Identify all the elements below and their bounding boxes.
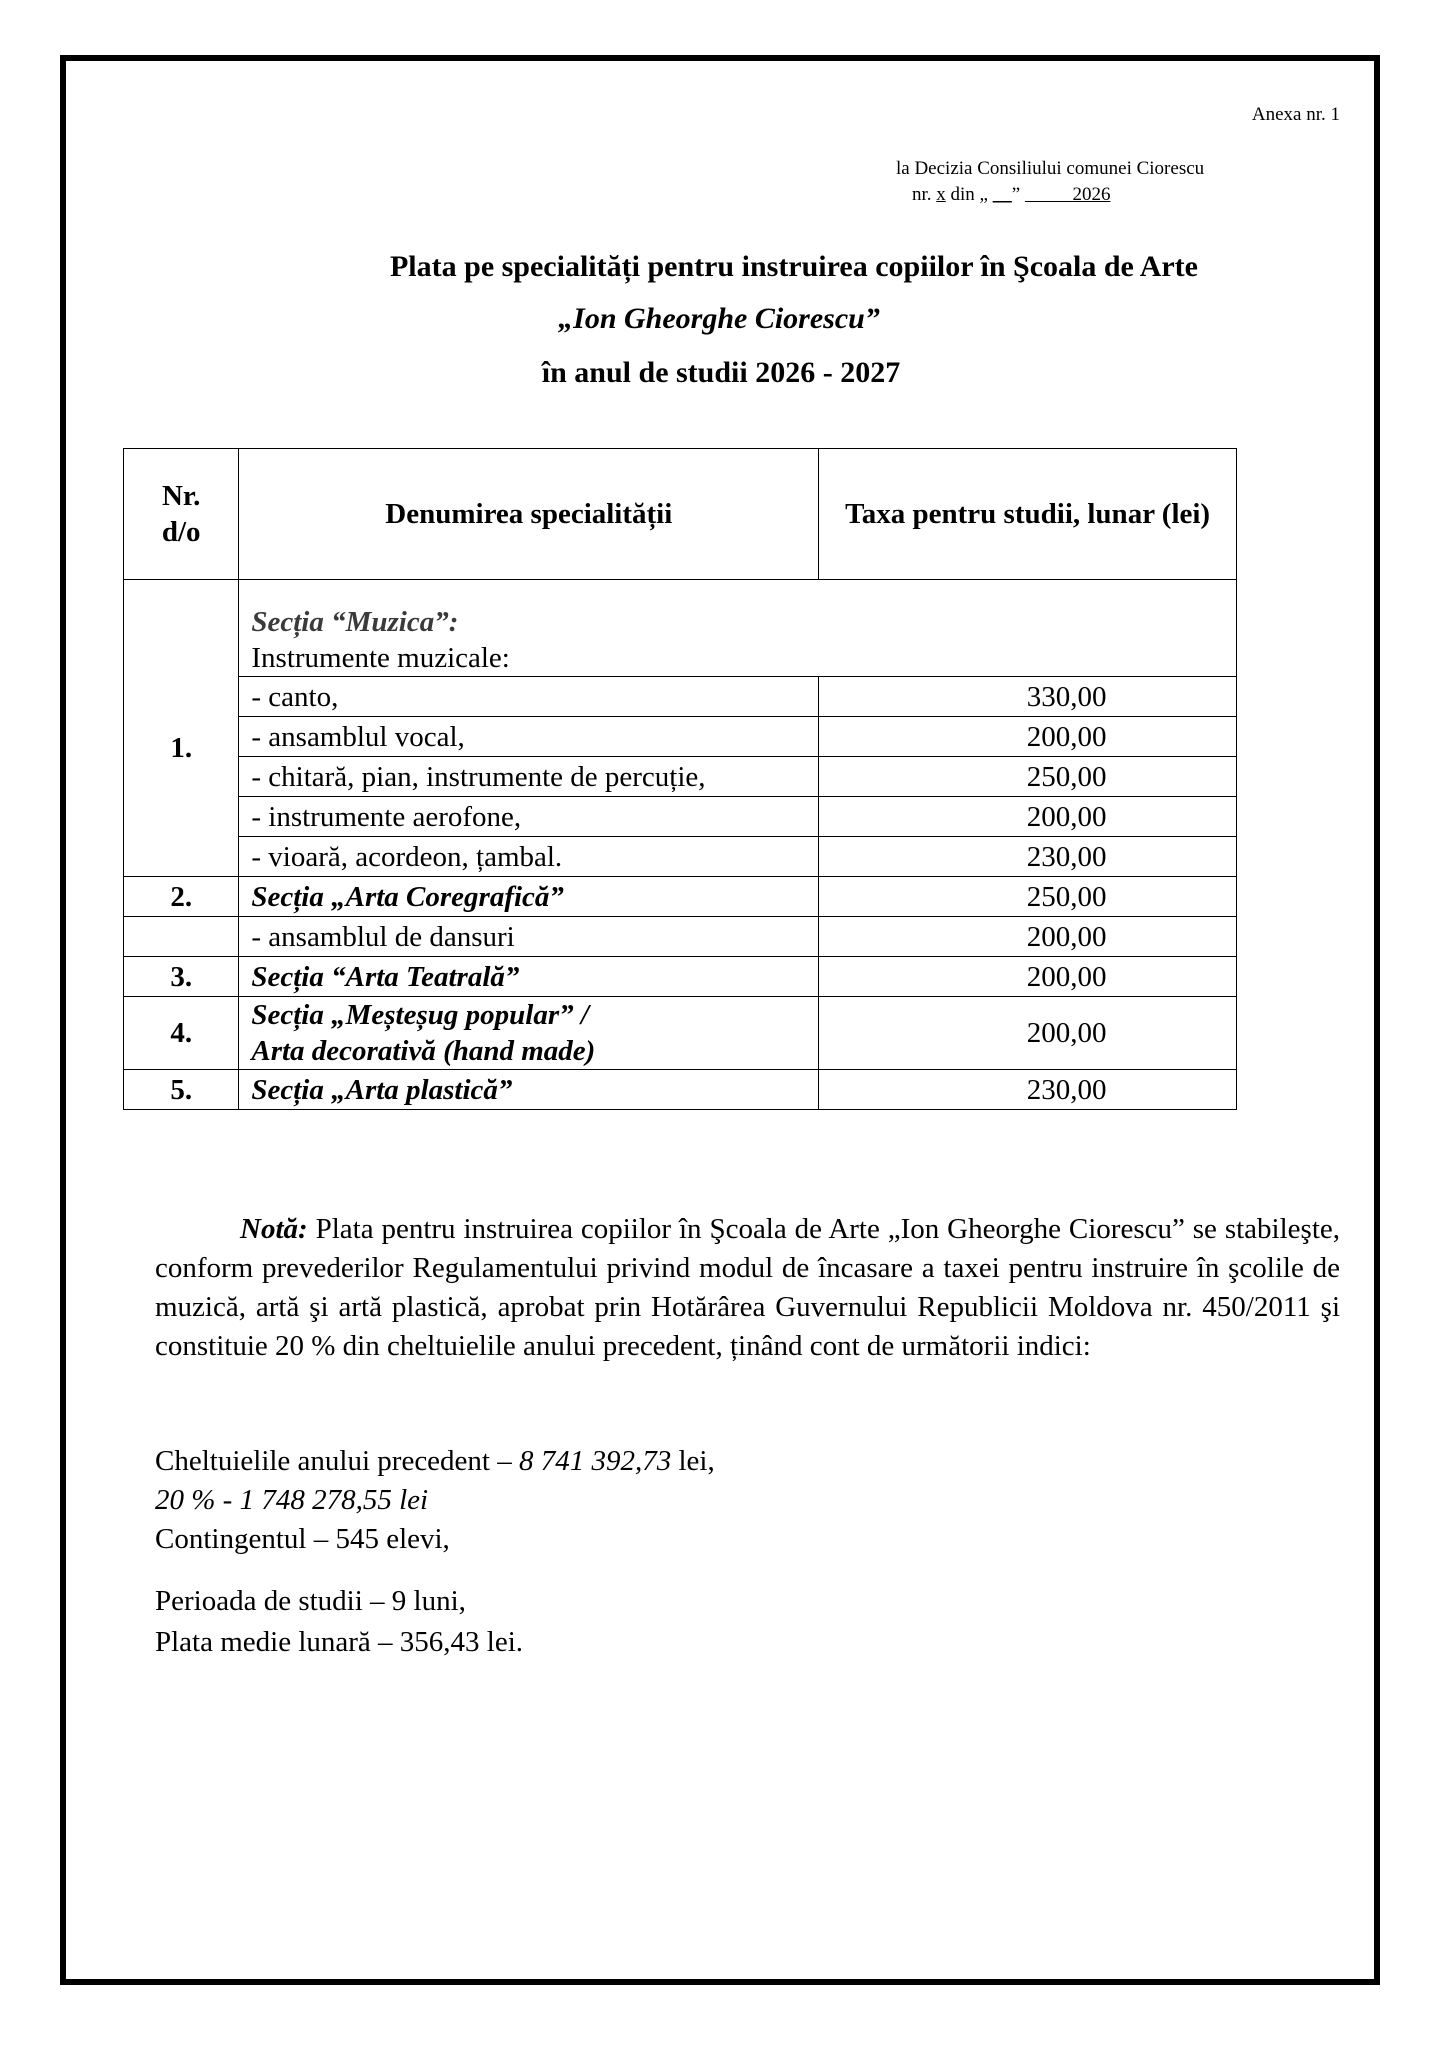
section-title-line2: Arta decorativă (hand made) [251, 1035, 596, 1067]
table-row [124, 917, 1237, 957]
specialty-fee: 250,00 [819, 757, 1237, 797]
specialty-fee: 330,00 [819, 677, 1237, 717]
note-paragraph [155, 1210, 1340, 1366]
section-number: 5. [124, 1070, 239, 1110]
section-number: 3. [124, 957, 239, 997]
decision-number-line [912, 184, 1110, 206]
table-row [124, 1070, 1237, 1110]
section-number-empty [124, 917, 239, 957]
section-title-cell [239, 580, 1237, 677]
note-text: Plata pentru instruirea copiilor în Şcoala de Arte „Ion Gheorghe Ciorescu” se stabileşte, conform prevederilor Regulamentului privind modul de încasare a taxei pentru instruire în şcolile de muzică, artă şi artă plastică, aprobat prin Hotărârea Guvernului Republicii Moldova nr. 450/2011 şi constituie 20 % din cheltuielile anului precedent, ținând cont de următorii indici: [155, 1213, 1340, 1362]
contingent-line: Contingentul – 545 elevi, [155, 1523, 450, 1555]
table-row [124, 837, 1237, 877]
specialty-name: - canto, [239, 677, 819, 717]
decision-quote: ” [1011, 184, 1021, 205]
section-fee: 230,00 [819, 1070, 1237, 1110]
specialty-name: - instrumente aerofone, [239, 797, 819, 837]
table-row [124, 797, 1237, 837]
table-header-row [124, 449, 1237, 580]
decision-nr: x [936, 184, 946, 205]
table-row [124, 757, 1237, 797]
expenses-unit: lei, [671, 1445, 715, 1477]
specialty-fee: 230,00 [819, 837, 1237, 877]
section-number: 2. [124, 877, 239, 917]
specialty-fee: 200,00 [819, 797, 1237, 837]
section-title: Secția „Arta Coregrafică” [239, 877, 819, 917]
period-line: Perioada de studii – 9 luni, [155, 1585, 466, 1617]
decision-day: __ [992, 184, 1012, 205]
table-row [124, 877, 1237, 917]
decision-year [1025, 184, 1111, 205]
table-row [124, 957, 1237, 997]
study-year: în anul de studii 2026 - 2027 [541, 356, 901, 389]
section-title: Secția “Arta Teatrală” [239, 957, 819, 997]
decision-nr-prefix: nr. [912, 184, 932, 205]
expenses-line [155, 1445, 715, 1478]
section-title-cell [239, 997, 819, 1070]
expenses-value: 8 741 392,73 [519, 1445, 672, 1477]
annex-number: Anexa nr. 1 [1251, 104, 1340, 125]
decision-reference: la Decizia Consiliului comunei Ciorescu [896, 158, 1205, 179]
header-name: Denumirea specialității [239, 449, 819, 580]
section-title-line1: Secția „Meșteșug popular” / [251, 999, 589, 1031]
table-row [124, 717, 1237, 757]
section-title: Secția „Arta plastică” [239, 1070, 819, 1110]
header-fee [819, 449, 1237, 580]
section-fee: 200,00 [819, 957, 1237, 997]
specialty-name: - vioară, acordeon, țambal. [239, 837, 819, 877]
specialty-fee: 200,00 [819, 917, 1237, 957]
header-nr-label: Nr. d/o [161, 480, 201, 548]
section-number: 1. [124, 580, 239, 877]
average-fee-line: Plata medie lunară – 356,43 lei. [155, 1626, 524, 1658]
expenses-label: Cheltuielile anului precedent – [155, 1445, 519, 1477]
specialty-fee: 200,00 [819, 717, 1237, 757]
section-fee: 250,00 [819, 877, 1237, 917]
percent-line: 20 % - 1 748 278,55 lei [155, 1484, 429, 1516]
table-row [124, 677, 1237, 717]
decision-din: din „ [950, 184, 988, 205]
section-fee: 200,00 [819, 997, 1237, 1070]
decision-year-value: 2026 [1072, 184, 1111, 205]
section-subtitle: Instrumente muzicale: [251, 642, 510, 674]
header-nr [124, 449, 239, 580]
table-row [124, 580, 1237, 677]
specialty-name: - ansamblul de dansuri [239, 917, 819, 957]
document-title: Plata pe specialități pentru instruirea copiilor în Şcoala de Arte [389, 250, 1198, 283]
section-number: 4. [124, 997, 239, 1070]
fee-table [123, 448, 1237, 1110]
note-label: Notă: [240, 1213, 308, 1245]
table-row [124, 997, 1237, 1070]
section-title: Secția “Muzica”: [251, 606, 459, 638]
specialty-name: - chitară, pian, instrumente de percuție, [239, 757, 819, 797]
header-fee-label: Taxa pentru studii, lunar (lei) [845, 498, 1211, 530]
specialty-name: - ansamblul vocal, [239, 717, 819, 757]
school-name: „Ion Gheorghe Ciorescu” [558, 302, 880, 335]
